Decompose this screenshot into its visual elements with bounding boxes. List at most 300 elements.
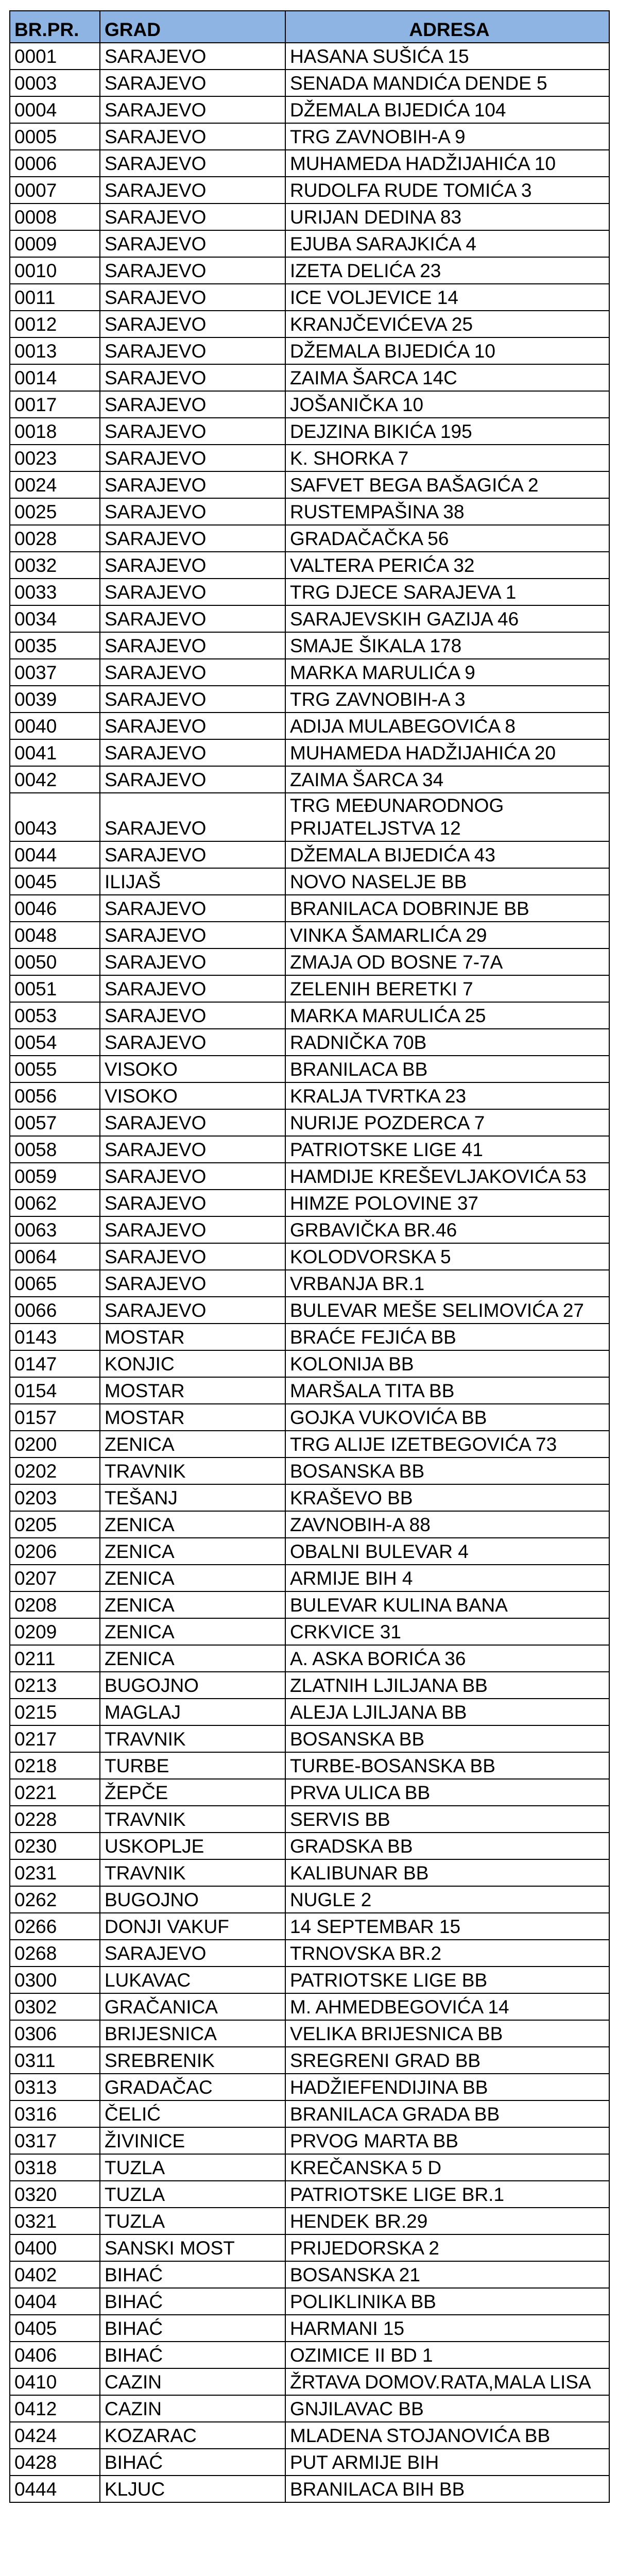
branch-number-cell: 0004	[10, 96, 100, 123]
address-cell: ZELENIH BERETKI 7	[285, 975, 609, 1002]
city-cell: USKOPLJE	[100, 1833, 285, 1859]
address-cell: VELIKA BRIJESNICA BB	[285, 2020, 609, 2047]
branch-number-cell: 0025	[10, 498, 100, 525]
city-cell: TEŠANJ	[100, 1484, 285, 1511]
branch-number-cell: 0262	[10, 1886, 100, 1913]
city-cell: GRAČANICA	[100, 1993, 285, 2020]
address-cell: TRG MEĐUNARODNOG PRIJATELJSTVA 12	[285, 793, 609, 841]
address-cell: KALIBUNAR BB	[285, 1859, 609, 1886]
city-cell: ILIJAŠ	[100, 868, 285, 895]
address-cell: GRADSKA BB	[285, 1833, 609, 1859]
branch-number-cell: 0046	[10, 895, 100, 922]
address-cell: ZAIMA ŠARCA 34	[285, 766, 609, 793]
city-cell: SREBRENIK	[100, 2047, 285, 2074]
city-cell: ZENICA	[100, 1565, 285, 1591]
branch-number-cell: 0266	[10, 1913, 100, 1940]
table-row	[10, 2449, 609, 2476]
address-cell: M. AHMEDBEGOVIĆA 14	[285, 1993, 609, 2020]
city-cell: SARAJEVO	[100, 766, 285, 793]
city-cell: TRAVNIK	[100, 1859, 285, 1886]
address-cell: BRANILACA GRADA BB	[285, 2100, 609, 2127]
branch-number-cell: 0412	[10, 2395, 100, 2422]
table-row	[10, 2047, 609, 2074]
table-row	[10, 2288, 609, 2315]
table-row	[10, 2315, 609, 2342]
table-row	[10, 257, 609, 284]
city-cell: KOZARAC	[100, 2422, 285, 2449]
table-row	[10, 922, 609, 948]
table-body	[10, 43, 609, 2502]
branch-number-cell: 0208	[10, 1591, 100, 1618]
table-row	[10, 659, 609, 686]
address-cell: DŽEMALA BIJEDIĆA 43	[285, 841, 609, 868]
branch-number-cell: 0056	[10, 1082, 100, 1109]
address-cell: ZLATNIH LJILJANA BB	[285, 1672, 609, 1699]
address-cell: RADNIČKA 70B	[285, 1029, 609, 1056]
table-row	[10, 1940, 609, 1967]
city-cell: SANSKI MOST	[100, 2234, 285, 2261]
table-row	[10, 1699, 609, 1725]
table-row	[10, 70, 609, 96]
table-row	[10, 150, 609, 177]
branch-number-cell: 0057	[10, 1109, 100, 1136]
branch-number-cell: 0206	[10, 1538, 100, 1565]
branch-number-cell: 0041	[10, 739, 100, 766]
branch-number-cell: 0048	[10, 922, 100, 948]
address-cell: VRBANJA BR.1	[285, 1270, 609, 1297]
address-cell: NURIJE POZDERCA 7	[285, 1109, 609, 1136]
branch-number-cell: 0404	[10, 2288, 100, 2315]
city-cell: SARAJEVO	[100, 895, 285, 922]
address-cell: DEJZINA BIKIĆA 195	[285, 418, 609, 445]
city-cell: ČELIĆ	[100, 2100, 285, 2127]
table-row	[10, 1431, 609, 1458]
address-cell: OBALNI BULEVAR 4	[285, 1538, 609, 1565]
city-cell: SARAJEVO	[100, 418, 285, 445]
address-cell: MLADENA STOJANOVIĆA BB	[285, 2422, 609, 2449]
table-row	[10, 632, 609, 659]
branch-number-cell: 0008	[10, 204, 100, 230]
table-row	[10, 204, 609, 230]
branch-number-cell: 0410	[10, 2368, 100, 2395]
city-cell: MOSTAR	[100, 1404, 285, 1431]
branch-number-cell: 0011	[10, 284, 100, 311]
branch-number-cell: 0063	[10, 1216, 100, 1243]
city-cell: ŽEPČE	[100, 1779, 285, 1806]
branch-number-cell: 0313	[10, 2074, 100, 2100]
header-address: ADRESA	[285, 11, 609, 43]
table-row	[10, 1672, 609, 1699]
branch-number-cell: 0143	[10, 1324, 100, 1350]
city-cell: SARAJEVO	[100, 525, 285, 552]
branch-number-cell: 0013	[10, 337, 100, 364]
table-row	[10, 1511, 609, 1538]
table-row	[10, 1752, 609, 1779]
table-row	[10, 1967, 609, 1993]
table-row	[10, 1082, 609, 1109]
address-cell: HENDEK BR.29	[285, 2208, 609, 2234]
address-cell: PATRIOTSKE LIGE BB	[285, 1967, 609, 1993]
address-cell: ADIJA MULABEGOVIĆA 8	[285, 713, 609, 739]
branch-number-cell: 0018	[10, 418, 100, 445]
city-cell: SARAJEVO	[100, 230, 285, 257]
city-cell: SARAJEVO	[100, 659, 285, 686]
city-cell: LUKAVAC	[100, 1967, 285, 1993]
branch-address-table	[9, 10, 610, 2503]
table-row	[10, 2100, 609, 2127]
branch-number-cell: 0039	[10, 686, 100, 713]
table-row	[10, 605, 609, 632]
table-row	[10, 1377, 609, 1404]
address-cell: BULEVAR MEŠE SELIMOVIĆA 27	[285, 1297, 609, 1324]
address-cell: HADŽIEFENDIJINA BB	[285, 2074, 609, 2100]
address-cell: MARKA MARULIĆA 9	[285, 659, 609, 686]
branch-number-cell: 0207	[10, 1565, 100, 1591]
city-cell: BIHAĆ	[100, 2315, 285, 2342]
branch-number-cell: 0028	[10, 525, 100, 552]
address-cell: TRG DJECE SARAJEVA 1	[285, 579, 609, 605]
table-row	[10, 177, 609, 204]
branch-number-cell: 0230	[10, 1833, 100, 1859]
city-cell: BIHAĆ	[100, 2342, 285, 2368]
city-cell: BIHAĆ	[100, 2449, 285, 2476]
city-cell: SARAJEVO	[100, 70, 285, 96]
city-cell: SARAJEVO	[100, 1243, 285, 1270]
branch-number-cell: 0302	[10, 1993, 100, 2020]
address-cell: IZETA DELIĆA 23	[285, 257, 609, 284]
city-cell: SARAJEVO	[100, 471, 285, 498]
branch-number-cell: 0009	[10, 230, 100, 257]
city-cell: ZENICA	[100, 1431, 285, 1458]
table-row	[10, 739, 609, 766]
branch-number-cell: 0217	[10, 1725, 100, 1752]
table-row	[10, 2127, 609, 2154]
address-cell: PRVOG MARTA BB	[285, 2127, 609, 2154]
city-cell: BIHAĆ	[100, 2288, 285, 2315]
table-row	[10, 948, 609, 975]
address-cell: HARMANI 15	[285, 2315, 609, 2342]
city-cell: ZENICA	[100, 1645, 285, 1672]
address-cell: HASANA SUŠIĆA 15	[285, 43, 609, 70]
table-row	[10, 1725, 609, 1752]
table-row	[10, 713, 609, 739]
branch-number-cell: 0402	[10, 2261, 100, 2288]
address-cell: BOSANSKA BB	[285, 1458, 609, 1484]
city-cell: BUGOJNO	[100, 1672, 285, 1699]
branch-number-cell: 0051	[10, 975, 100, 1002]
table-row	[10, 2261, 609, 2288]
address-cell: DŽEMALA BIJEDIĆA 10	[285, 337, 609, 364]
address-cell: PRVA ULICA BB	[285, 1779, 609, 1806]
city-cell: SARAJEVO	[100, 739, 285, 766]
branch-number-cell: 0059	[10, 1163, 100, 1190]
address-cell: KRANJČEVIĆEVA 25	[285, 311, 609, 337]
city-cell: SARAJEVO	[100, 177, 285, 204]
table-row	[10, 1109, 609, 1136]
address-cell: SENADA MANDIĆA DENDE 5	[285, 70, 609, 96]
branch-number-cell: 0311	[10, 2047, 100, 2074]
branch-number-cell: 0065	[10, 1270, 100, 1297]
branch-number-cell: 0215	[10, 1699, 100, 1725]
table-row	[10, 1216, 609, 1243]
address-cell: ZAIMA ŠARCA 14C	[285, 364, 609, 391]
city-cell: SARAJEVO	[100, 1297, 285, 1324]
city-cell: SARAJEVO	[100, 1002, 285, 1029]
table-row	[10, 1645, 609, 1672]
branch-number-cell: 0400	[10, 2234, 100, 2261]
branch-number-cell: 0321	[10, 2208, 100, 2234]
address-cell: PUT ARMIJE BIH	[285, 2449, 609, 2476]
branch-number-cell: 0221	[10, 1779, 100, 1806]
address-cell: TRG ZAVNOBIH-A 3	[285, 686, 609, 713]
table-row	[10, 1404, 609, 1431]
address-cell: CRKVICE 31	[285, 1618, 609, 1645]
address-cell: HAMDIJE KREŠEVLJAKOVIĆA 53	[285, 1163, 609, 1190]
table-row	[10, 686, 609, 713]
branch-number-cell: 0037	[10, 659, 100, 686]
table-row	[10, 1029, 609, 1056]
address-cell: BRANILACA DOBRINJE BB	[285, 895, 609, 922]
branch-number-cell: 0200	[10, 1431, 100, 1458]
table-row	[10, 1913, 609, 1940]
address-cell: OZIMICE II BD 1	[285, 2342, 609, 2368]
city-cell: SARAJEVO	[100, 841, 285, 868]
branch-number-cell: 0035	[10, 632, 100, 659]
branch-number-cell: 0006	[10, 150, 100, 177]
branch-number-cell: 0320	[10, 2181, 100, 2208]
table-row	[10, 311, 609, 337]
city-cell: SARAJEVO	[100, 1163, 285, 1190]
city-cell: SARAJEVO	[100, 43, 285, 70]
city-cell: SARAJEVO	[100, 793, 285, 841]
table-row	[10, 1297, 609, 1324]
table-row	[10, 96, 609, 123]
branch-number-cell: 0005	[10, 123, 100, 150]
branch-number-cell: 0001	[10, 43, 100, 70]
table-row	[10, 1136, 609, 1163]
table-row	[10, 1591, 609, 1618]
city-cell: GRADAČAC	[100, 2074, 285, 2100]
address-cell: VALTERA PERIĆA 32	[285, 552, 609, 579]
city-cell: SARAJEVO	[100, 1136, 285, 1163]
branch-number-cell: 0024	[10, 471, 100, 498]
address-cell: KRALJA TVRTKA 23	[285, 1082, 609, 1109]
address-cell: RUSTEMPAŠINA 38	[285, 498, 609, 525]
table-row	[10, 525, 609, 552]
branch-number-cell: 0012	[10, 311, 100, 337]
address-cell: K. SHORKA 7	[285, 445, 609, 471]
city-cell: SARAJEVO	[100, 498, 285, 525]
table-row	[10, 2395, 609, 2422]
table-row	[10, 2020, 609, 2047]
address-cell: GOJKA VUKOVIĆA BB	[285, 1404, 609, 1431]
address-cell: URIJAN DEDINA 83	[285, 204, 609, 230]
city-cell: ZENICA	[100, 1538, 285, 1565]
city-cell: VISOKO	[100, 1056, 285, 1082]
address-cell: BOSANSKA BB	[285, 1725, 609, 1752]
branch-number-cell: 0062	[10, 1190, 100, 1216]
branch-number-cell: 0147	[10, 1350, 100, 1377]
table-row	[10, 391, 609, 418]
city-cell: DONJI VAKUF	[100, 1913, 285, 1940]
address-cell: MARŠALA TITA BB	[285, 1377, 609, 1404]
branch-number-cell: 0428	[10, 2449, 100, 2476]
address-cell: TURBE-BOSANSKA BB	[285, 1752, 609, 1779]
address-cell: MUHAMEDA HADŽIJAHIĆA 20	[285, 739, 609, 766]
address-cell: SARAJEVSKIH GAZIJA 46	[285, 605, 609, 632]
city-cell: TRAVNIK	[100, 1458, 285, 1484]
city-cell: SARAJEVO	[100, 311, 285, 337]
branch-number-cell: 0058	[10, 1136, 100, 1163]
branch-number-cell: 0424	[10, 2422, 100, 2449]
branch-number-cell: 0306	[10, 2020, 100, 2047]
branch-number-cell: 0228	[10, 1806, 100, 1833]
address-cell: SERVIS BB	[285, 1806, 609, 1833]
table-row	[10, 1458, 609, 1484]
city-cell: ZENICA	[100, 1591, 285, 1618]
branch-number-cell: 0055	[10, 1056, 100, 1082]
city-cell: SARAJEVO	[100, 975, 285, 1002]
city-cell: BIHAĆ	[100, 2261, 285, 2288]
address-cell: KRAŠEVO BB	[285, 1484, 609, 1511]
branch-number-cell: 0034	[10, 605, 100, 632]
address-cell: A. ASKA BORIĆA 36	[285, 1645, 609, 1672]
table-row	[10, 1484, 609, 1511]
address-cell: PRIJEDORSKA 2	[285, 2234, 609, 2261]
branch-number-cell: 0010	[10, 257, 100, 284]
branch-number-cell: 0042	[10, 766, 100, 793]
address-cell: 14 SEPTEMBAR 15	[285, 1913, 609, 1940]
address-cell: ZMAJA OD BOSNE 7-7A	[285, 948, 609, 975]
branch-number-cell: 0066	[10, 1297, 100, 1324]
table-row	[10, 2422, 609, 2449]
address-cell: MUHAMEDA HADŽIJAHIĆA 10	[285, 150, 609, 177]
city-cell: SARAJEVO	[100, 632, 285, 659]
address-cell: GRBAVIČKA BR.46	[285, 1216, 609, 1243]
address-cell: PATRIOTSKE LIGE 41	[285, 1136, 609, 1163]
city-cell: SARAJEVO	[100, 1109, 285, 1136]
table-row	[10, 1163, 609, 1190]
city-cell: TUZLA	[100, 2208, 285, 2234]
branch-number-cell: 0064	[10, 1243, 100, 1270]
city-cell: CAZIN	[100, 2395, 285, 2422]
table-row	[10, 498, 609, 525]
city-cell: SARAJEVO	[100, 552, 285, 579]
city-cell: BRIJESNICA	[100, 2020, 285, 2047]
branch-number-cell: 0045	[10, 868, 100, 895]
branch-number-cell: 0205	[10, 1511, 100, 1538]
city-cell: KONJIC	[100, 1350, 285, 1377]
address-cell: ŽRTAVA DOMOV.RATA,MALA LISA	[285, 2368, 609, 2395]
branch-number-cell: 0043	[10, 793, 100, 841]
branch-number-cell: 0023	[10, 445, 100, 471]
address-cell: TRG ALIJE IZETBEGOVIĆA 73	[285, 1431, 609, 1458]
branch-number-cell: 0406	[10, 2342, 100, 2368]
branch-number-cell: 0032	[10, 552, 100, 579]
table-row	[10, 793, 609, 841]
branch-number-cell: 0444	[10, 2476, 100, 2502]
address-cell: SREGRENI GRAD BB	[285, 2047, 609, 2074]
table-row	[10, 1886, 609, 1913]
table-row	[10, 1833, 609, 1859]
city-cell: SARAJEVO	[100, 364, 285, 391]
address-cell: JOŠANIČKA 10	[285, 391, 609, 418]
branch-number-cell: 0318	[10, 2154, 100, 2181]
branch-number-cell: 0211	[10, 1645, 100, 1672]
address-cell: ARMIJE BIH 4	[285, 1565, 609, 1591]
table-row	[10, 1565, 609, 1591]
address-cell: GNJILAVAC BB	[285, 2395, 609, 2422]
branch-number-cell: 0054	[10, 1029, 100, 1056]
branch-number-cell: 0014	[10, 364, 100, 391]
branch-number-cell: 0231	[10, 1859, 100, 1886]
city-cell: ŽIVINICE	[100, 2127, 285, 2154]
city-cell: SARAJEVO	[100, 1940, 285, 1967]
table-row	[10, 1779, 609, 1806]
city-cell: SARAJEVO	[100, 1216, 285, 1243]
address-cell: SMAJE ŠIKALA 178	[285, 632, 609, 659]
branch-number-cell: 0268	[10, 1940, 100, 1967]
table-row	[10, 1002, 609, 1029]
table-row	[10, 2208, 609, 2234]
table-row	[10, 2342, 609, 2368]
city-cell: TRAVNIK	[100, 1725, 285, 1752]
table-row	[10, 868, 609, 895]
table-row	[10, 2476, 609, 2502]
city-cell: SARAJEVO	[100, 1029, 285, 1056]
city-cell: MAGLAJ	[100, 1699, 285, 1725]
branch-number-cell: 0157	[10, 1404, 100, 1431]
header-row	[10, 11, 609, 43]
table-row	[10, 2181, 609, 2208]
table-row	[10, 2154, 609, 2181]
table-row	[10, 1618, 609, 1645]
branch-number-cell: 0218	[10, 1752, 100, 1779]
city-cell: SARAJEVO	[100, 445, 285, 471]
address-cell: EJUBA SARAJKIĆA 4	[285, 230, 609, 257]
branch-number-cell: 0050	[10, 948, 100, 975]
city-cell: SARAJEVO	[100, 123, 285, 150]
table-row	[10, 1270, 609, 1297]
table-row	[10, 471, 609, 498]
city-cell: SARAJEVO	[100, 257, 285, 284]
table-row	[10, 1243, 609, 1270]
table-row	[10, 2074, 609, 2100]
branch-number-cell: 0213	[10, 1672, 100, 1699]
branch-number-cell: 0040	[10, 713, 100, 739]
table-row	[10, 895, 609, 922]
table-row	[10, 1324, 609, 1350]
branch-number-cell: 0003	[10, 70, 100, 96]
city-cell: BUGOJNO	[100, 1886, 285, 1913]
table-row	[10, 418, 609, 445]
table-row	[10, 579, 609, 605]
city-cell: SARAJEVO	[100, 96, 285, 123]
address-cell: ZAVNOBIH-A 88	[285, 1511, 609, 1538]
table-header	[10, 11, 609, 43]
city-cell: SARAJEVO	[100, 284, 285, 311]
city-cell: MOSTAR	[100, 1324, 285, 1350]
city-cell: SARAJEVO	[100, 713, 285, 739]
table-row	[10, 841, 609, 868]
city-cell: TRAVNIK	[100, 1806, 285, 1833]
branch-number-cell: 0053	[10, 1002, 100, 1029]
city-cell: ZENICA	[100, 1618, 285, 1645]
city-cell: VISOKO	[100, 1082, 285, 1109]
address-cell: VINKA ŠAMARLIĆA 29	[285, 922, 609, 948]
address-cell: DŽEMALA BIJEDIĆA 104	[285, 96, 609, 123]
branch-number-cell: 0154	[10, 1377, 100, 1404]
